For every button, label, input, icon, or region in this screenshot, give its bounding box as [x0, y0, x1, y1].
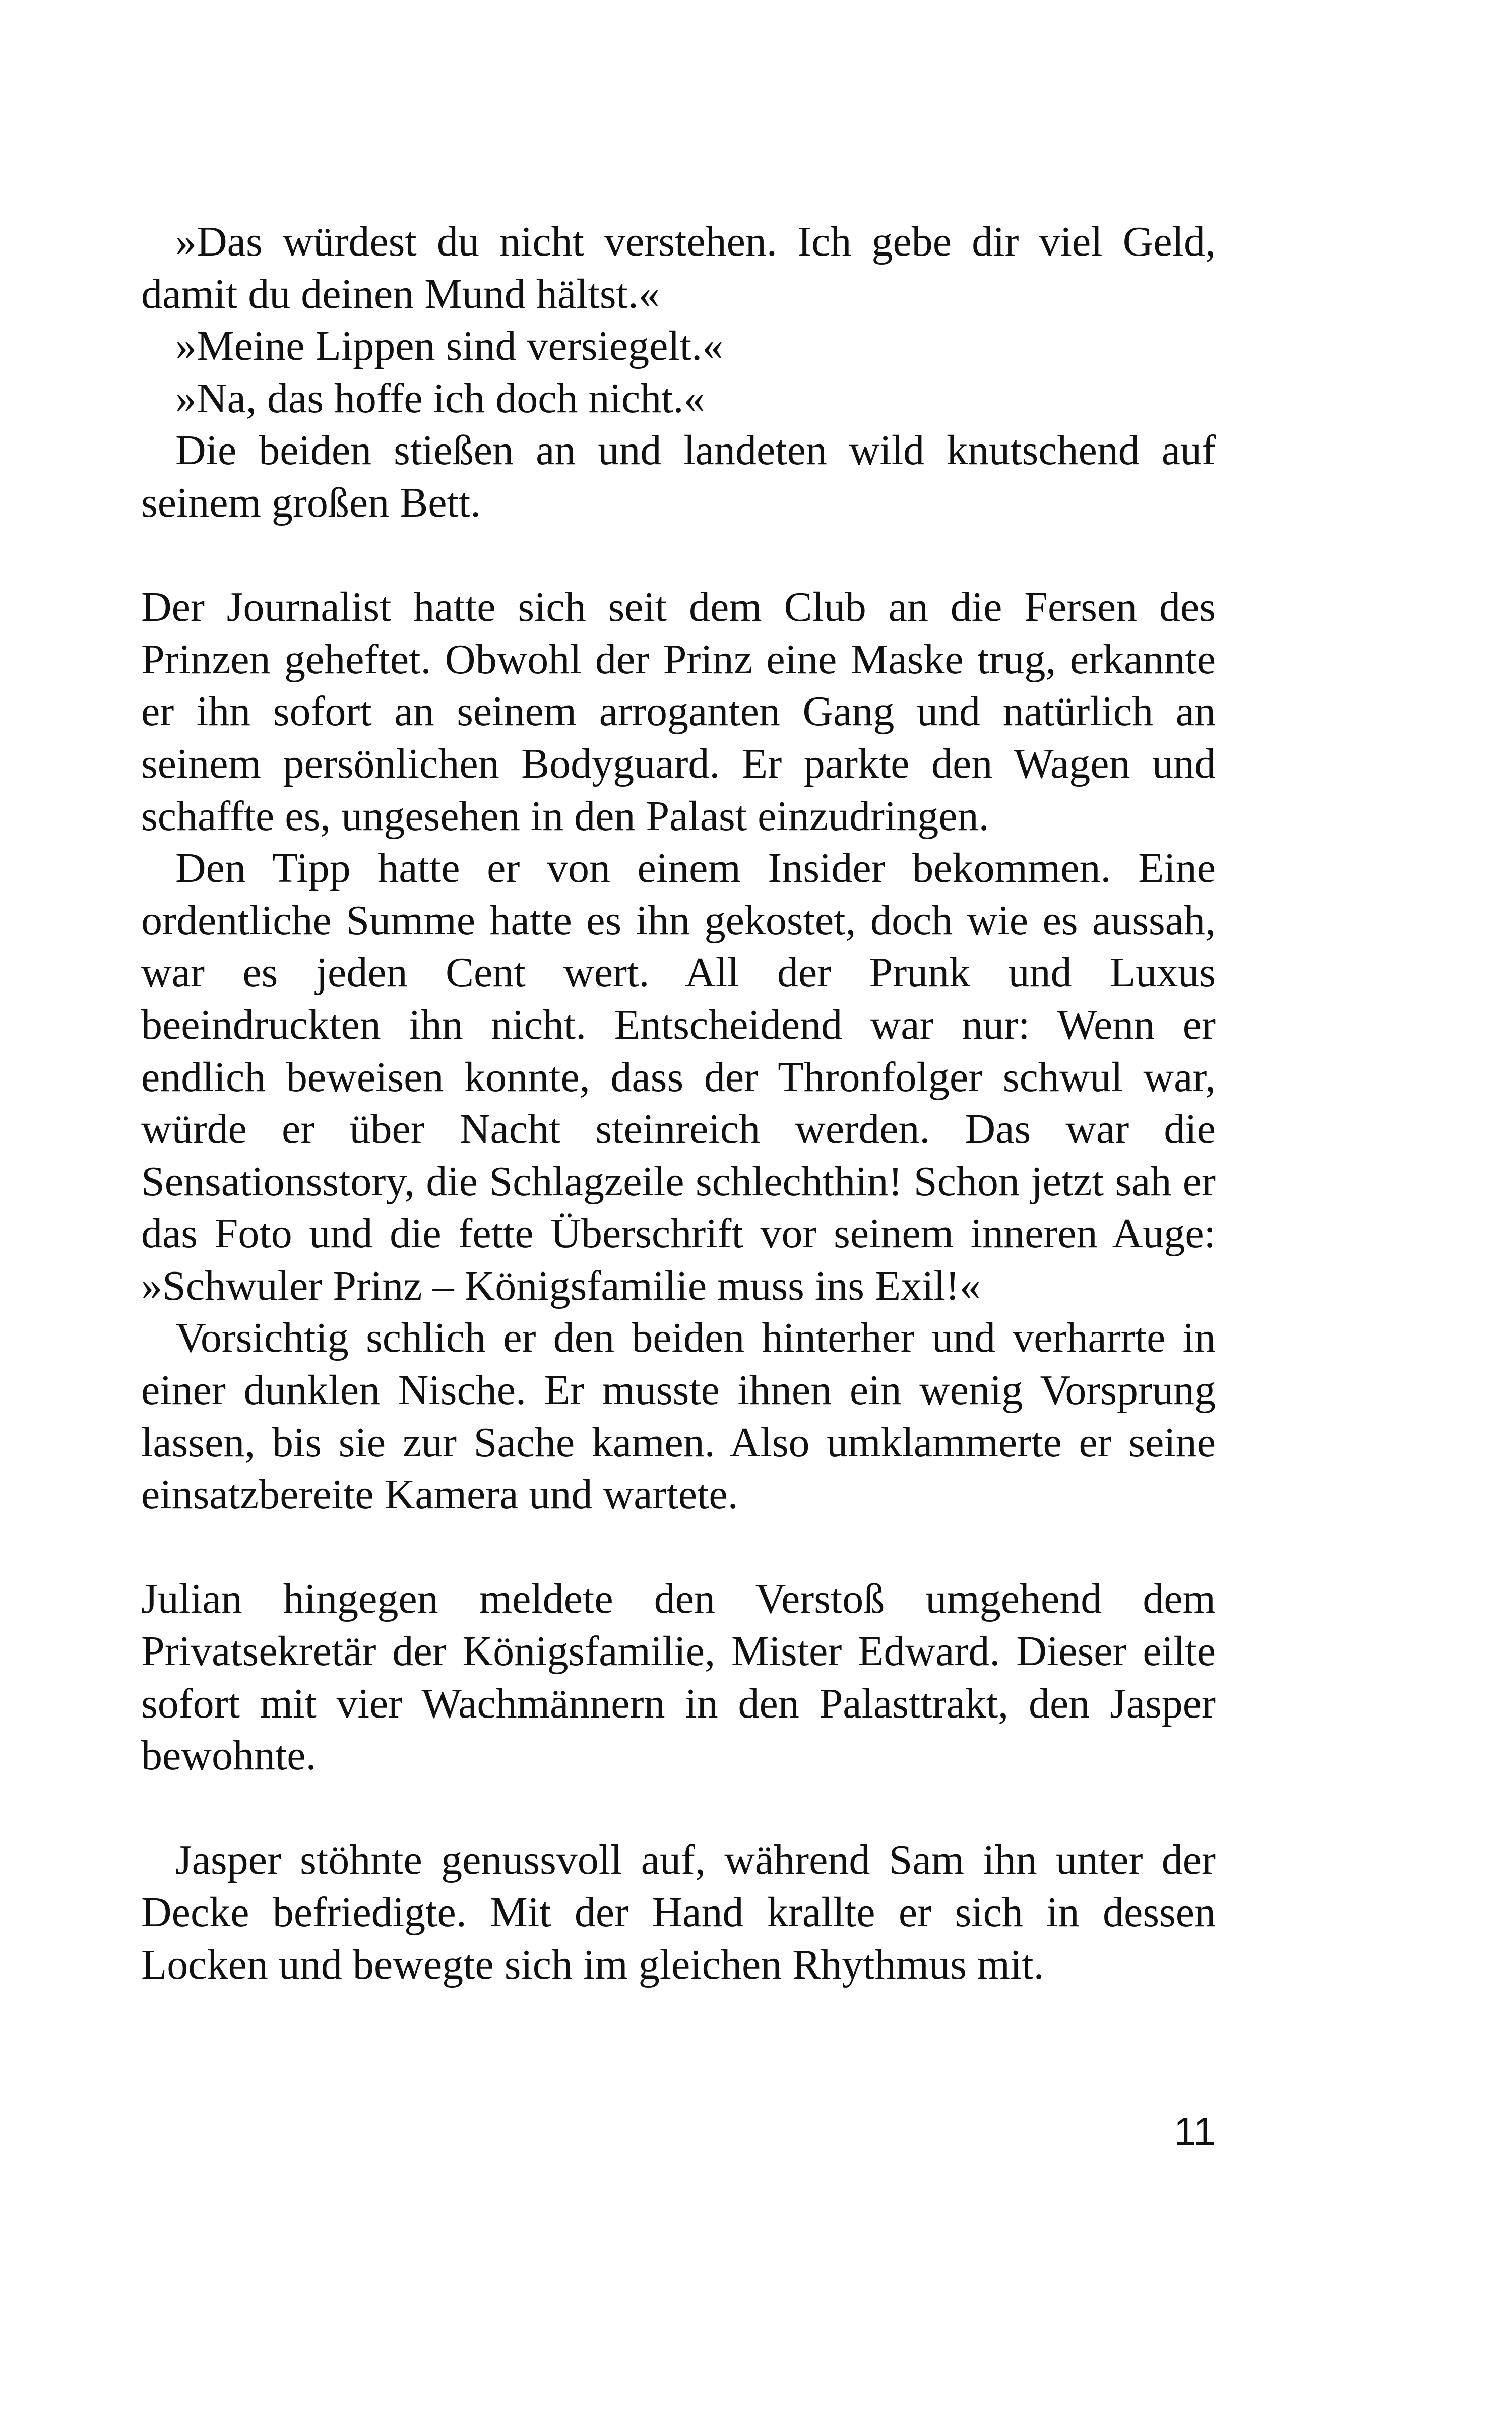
page-number: 11	[1173, 2109, 1216, 2154]
paragraph-dialogue-hope: »Na, das hoffe ich doch nicht.«	[175, 374, 705, 422]
section-break	[141, 1521, 1216, 1573]
paragraph-julian: Julian hingegen meldete den Verstoß umgehend dem Privatsekretär der Königsfamilie, Mister Edward. Dieser eilte sofort mit vier Wachmännern in den Palasttrakt, den Jasper bewohnte.	[141, 1575, 1216, 1779]
section-break	[141, 1782, 1216, 1834]
paragraph-dialogue-money: »Das würdest du nicht verstehen. Ich gebe dir viel Geld, damit du deinen Mund hältst.«	[141, 218, 1216, 317]
paragraph-journalist: Der Journalist hatte sich seit dem Club an die Fersen des Prinzen geheftet. Obwohl der Prinz eine Maske trug, erkannte er ihn sofort an seinem arroganten Gang und natürlich an seinem persönlichen Bodyguard. Er parkte den Wagen und schaffte es, ungesehen in den Palast einzudringen.	[141, 584, 1216, 840]
paragraph-tip: Den Tipp hatte er von einem Insider bekommen. Eine ordentliche Summe hatte es ihn gekostet, doch wie es aussah, war es jeden Cent wert. All der Prunk und Luxus beeindruckten ihn nicht. Entscheidend war nur: Wenn er endlich beweisen konnte, dass der Thronfolger schwul war, würde er über Nacht steinreich werden. Das war die Sensationsstory, die Schlagzeile schlechthin! Schon jetzt sah er das Foto und die fette Überschrift vor seinem inneren Auge: »Schwuler Prinz – Königsfamilie muss ins Exil!«	[141, 845, 1216, 1309]
paragraph-dialogue-lips: »Meine Lippen sind versiegelt.«	[175, 323, 724, 370]
paragraph-niche: Vorsichtig schlich er den beiden hinterher und verharrte in einer dunklen Nische. Er musste ihnen ein wenig Vorsprung lassen, bis sie zur Sache kamen. Also umklammerte er seine einsatzbereite Kamera und wartete.	[141, 1314, 1216, 1518]
paragraph-toast: Die beiden stießen an und landeten wild knutschend auf seinem großen Bett.	[141, 427, 1216, 526]
section-break	[141, 529, 1216, 582]
paragraph-jasper: Jasper stöhnte genussvoll auf, während Sam ihn unter der Decke befriedigte. Mit der Hand krallte er sich in dessen Locken und bewegte sich im gleichen Rhythmus mit.	[141, 1836, 1216, 1988]
body-text	[141, 216, 1216, 1991]
